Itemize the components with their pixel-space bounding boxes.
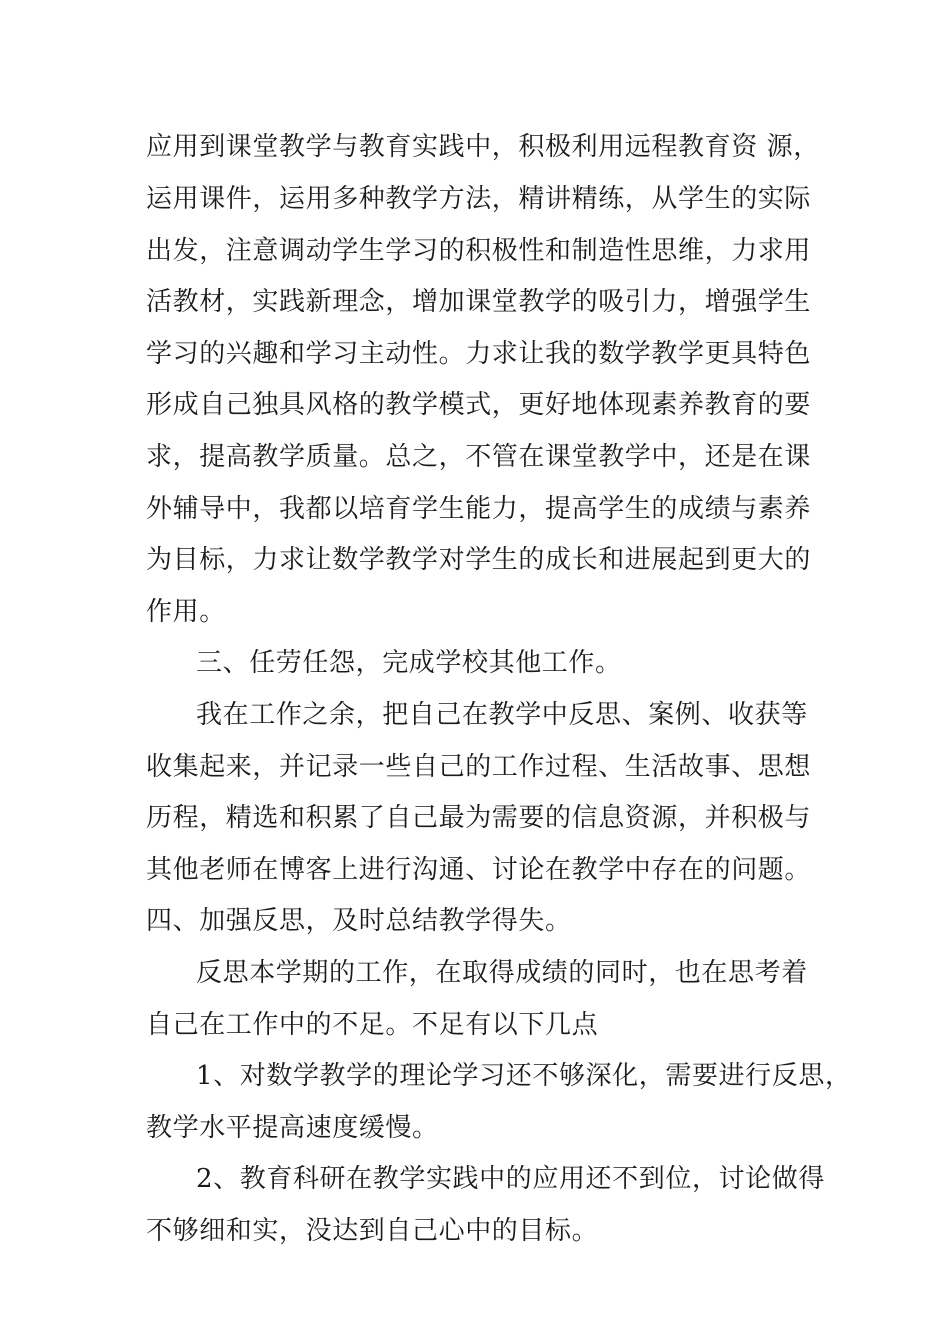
text-line: 出发，注意调动学生学习的积极性和制造性思维，力求用 <box>146 236 812 266</box>
text-line: 其他老师在博客上进行沟通、讨论在教学中存在的问题。 <box>146 855 812 885</box>
text-line: 我在工作之余，把自己在教学中反思、案例、收获等 <box>196 700 808 730</box>
text-line: 应用到课堂教学与教育实践中，积极利用远程教育资 源， <box>146 132 820 162</box>
text-line: 形成自己独具风格的教学模式，更好地体现素养教育的要 <box>146 390 812 420</box>
text-line: 教学水平提高速度缓慢。 <box>146 1113 439 1143</box>
text-line: 不够细和实，没达到自己心中的目标。 <box>146 1216 599 1246</box>
list-item: 2、教育科研在教学实践中的应用还不到位，讨论做得 <box>196 1164 825 1194</box>
text-line: 反思本学期的工作，在取得成绩的同时，也在思考着 <box>196 958 808 988</box>
text-line: 自己在工作中的不足。不足有以下几点 <box>146 1010 599 1040</box>
section-heading: 三、任劳任怨，完成学校其他工作。 <box>196 648 622 678</box>
text-line: 外辅导中，我都以培育学生能力，提高学生的成绩与素养 <box>146 494 812 524</box>
text-line: 运用课件，运用多种教学方法，精讲精练，从学生的实际 <box>146 184 812 214</box>
text-line: 历程，精选和积累了自己最为需要的信息资源，并积极与 <box>146 803 812 833</box>
section-heading: 四、加强反思，及时总结教学得失。 <box>146 906 572 936</box>
list-item: 1、对数学教学的理论学习还不够深化，需要进行反思， <box>196 1061 852 1091</box>
text-line: 求，提高教学质量。总之，不管在课堂教学中，还是在课 <box>146 442 812 472</box>
text-line: 学习的兴趣和学习主动性。力求让我的数学教学更具特色 <box>146 339 812 369</box>
text-line: 活教材，实践新理念，增加课堂教学的吸引力，增强学生 <box>146 287 812 317</box>
text-line: 作用。 <box>146 597 226 627</box>
text-line: 收集起来，并记录一些自己的工作过程、生活故事、思想 <box>146 752 812 782</box>
text-line: 为目标，力求让数学教学对学生的成长和进展起到更大的 <box>146 545 812 575</box>
